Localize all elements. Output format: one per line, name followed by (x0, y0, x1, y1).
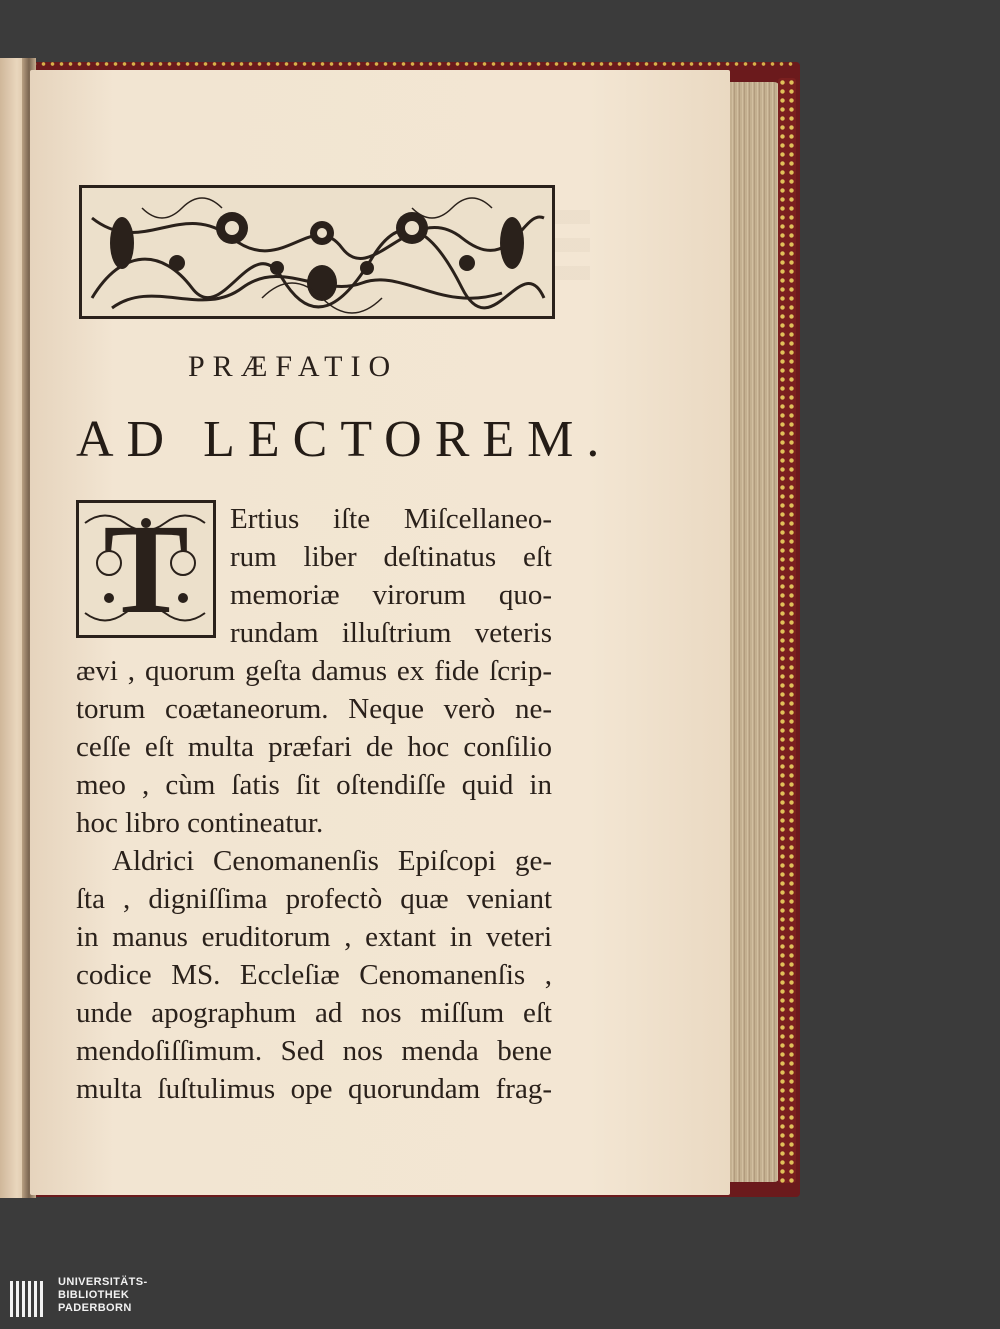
woodcut-headpiece (79, 185, 555, 319)
gilt-edge (778, 78, 796, 1183)
page-title: AD LECTOREM. (76, 411, 613, 468)
text-line: ævi , quorum geſta damus ex fide ſcrip- (76, 655, 552, 687)
text-line: codice MS. Eccleſiæ Cenomanenſis , (76, 959, 552, 991)
library-logo (8, 1276, 188, 1326)
text-line: torum coætaneorum. Neque verò ne- (76, 693, 552, 725)
logo-line: BIBLIOTHEK (58, 1289, 130, 1301)
text-line: rundam illuſtrium veteris (230, 617, 552, 649)
library-bars-icon (10, 1279, 50, 1319)
text-line: unde apographum ad nos miſſum eſt (76, 997, 552, 1029)
text-line: ſta , digniſſima profectò quæ veniant (76, 883, 552, 915)
text-line: hoc libro contineatur. (76, 807, 324, 839)
text-line: Ertius iſte Miſcellaneo- (230, 503, 552, 535)
text-line: Aldrici Cenomanenſis Epiſcopi ge- (112, 845, 552, 877)
text-line: in manus eruditorum , extant in veteri (76, 921, 552, 953)
text-line: meo , cùm ſatis ſit oſtendiſſe quid in (76, 769, 552, 801)
decorated-initial (76, 500, 216, 638)
text-line: mendoſiſſimum. Sed nos menda bene (76, 1035, 552, 1067)
logo-text (58, 1276, 188, 1315)
preface-heading: PRÆFATIO (188, 350, 399, 383)
logo-line: UNIVERSITÄTS- (58, 1276, 148, 1288)
text-line: ceſſe eſt multa præfari de hoc conſilio (76, 731, 552, 763)
text-line: rum liber deſtinatus eſt (230, 541, 552, 573)
drop-cap-letter: T (103, 500, 189, 638)
text-line: multa ſuſtulimus ope quorundam frag- (76, 1073, 552, 1105)
text-line: memoriæ virorum quo- (230, 579, 552, 611)
cover-gilt-border (30, 60, 794, 68)
logo-line: PADERBORN (58, 1302, 132, 1314)
page-edges (726, 82, 780, 1182)
headpiece-ornament-icon (82, 188, 552, 316)
